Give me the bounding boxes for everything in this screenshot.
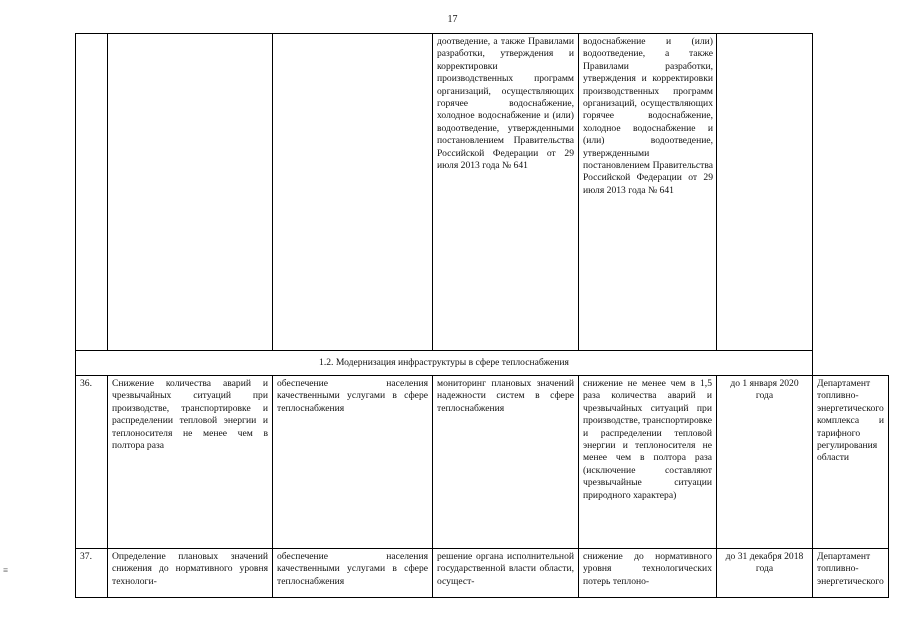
page-number: 17: [447, 14, 458, 25]
cont-cell-2: [108, 34, 273, 351]
table-row-37: [76, 549, 889, 598]
cont-cell-6: водоснабжение и (или) водоотведение, а также Правилами разработки, утверждения и корректировки производственных программ организаций, осуществляющих горячее водоснабжение, холодное водоснабжение и (или) водоотведение, утвержденными постановлением Правительства Российской Федерации от 29 июля 2013 года № 641: [579, 34, 717, 351]
row-36-mechanism: мониторинг плановых значений надежности систем в сфере теплоснабжения: [433, 376, 579, 549]
row-37-executor: Департамент топливно-энергетического: [813, 549, 889, 598]
row-37-deadline: до 31 декабря 2018 года: [717, 549, 813, 598]
cont-cell-3: [273, 34, 433, 351]
row-36-result: снижение не менее чем в 1,5 раза количества аварий и чрезвычайных ситуаций при производстве, транспортировке и распределении тепловой энергии и теплоносителя не менее чем в полтора раза (исключение составляют чрезвычайные ситуации природного характера): [579, 376, 717, 549]
cont-cell-7: [717, 34, 813, 351]
row-37-mechanism: решение органа исполнительной государственной власти области, осущест-: [433, 549, 579, 598]
row-37-result: снижение до нормативного уровня технологических потерь теплоно-: [579, 549, 717, 598]
row-36-number: 36.: [76, 376, 108, 549]
measures-table: [75, 33, 889, 598]
cont-cell-4: доотведение, а также Правилами разработки, утверждения и корректировки производственных программ организаций, осуществляющих горячее водоснабжение, холодное водоснабжение и (или) водоотведение, утвержденными постановлением Правительства Российской Федерации от 29 июля 2013 года № 641: [433, 34, 579, 351]
continuation-row: [76, 34, 889, 351]
row-36-executor: Департамент топливно-энергетического комплекса и тарифного регулирования области: [813, 376, 889, 549]
section-row: [76, 351, 889, 376]
row-36-deadline: до 1 января 2020 года: [717, 376, 813, 549]
scan-margin-mark: ≡: [3, 565, 9, 575]
cont-cell-num: [76, 34, 108, 351]
section-heading: 1.2. Модернизация инфраструктуры в сфере теплоснабжения: [76, 351, 813, 376]
row-36-measure: Снижение количества аварий и чрезвычайных ситуаций при производстве, транспортировке и распределении тепловой энергии и теплоносителя не менее чем в полтора раза: [108, 376, 273, 549]
row-37-goal: обеспечение населения качественными услугами в сфере теплоснабжения: [273, 549, 433, 598]
row-37-number: 37.: [76, 549, 108, 598]
row-37-measure: Определение плановых значений снижения до нормативного уровня технологи-: [108, 549, 273, 598]
row-36-goal: обеспечение населения качественными услугами в сфере теплоснабжения: [273, 376, 433, 549]
table-row-36: [76, 376, 889, 549]
